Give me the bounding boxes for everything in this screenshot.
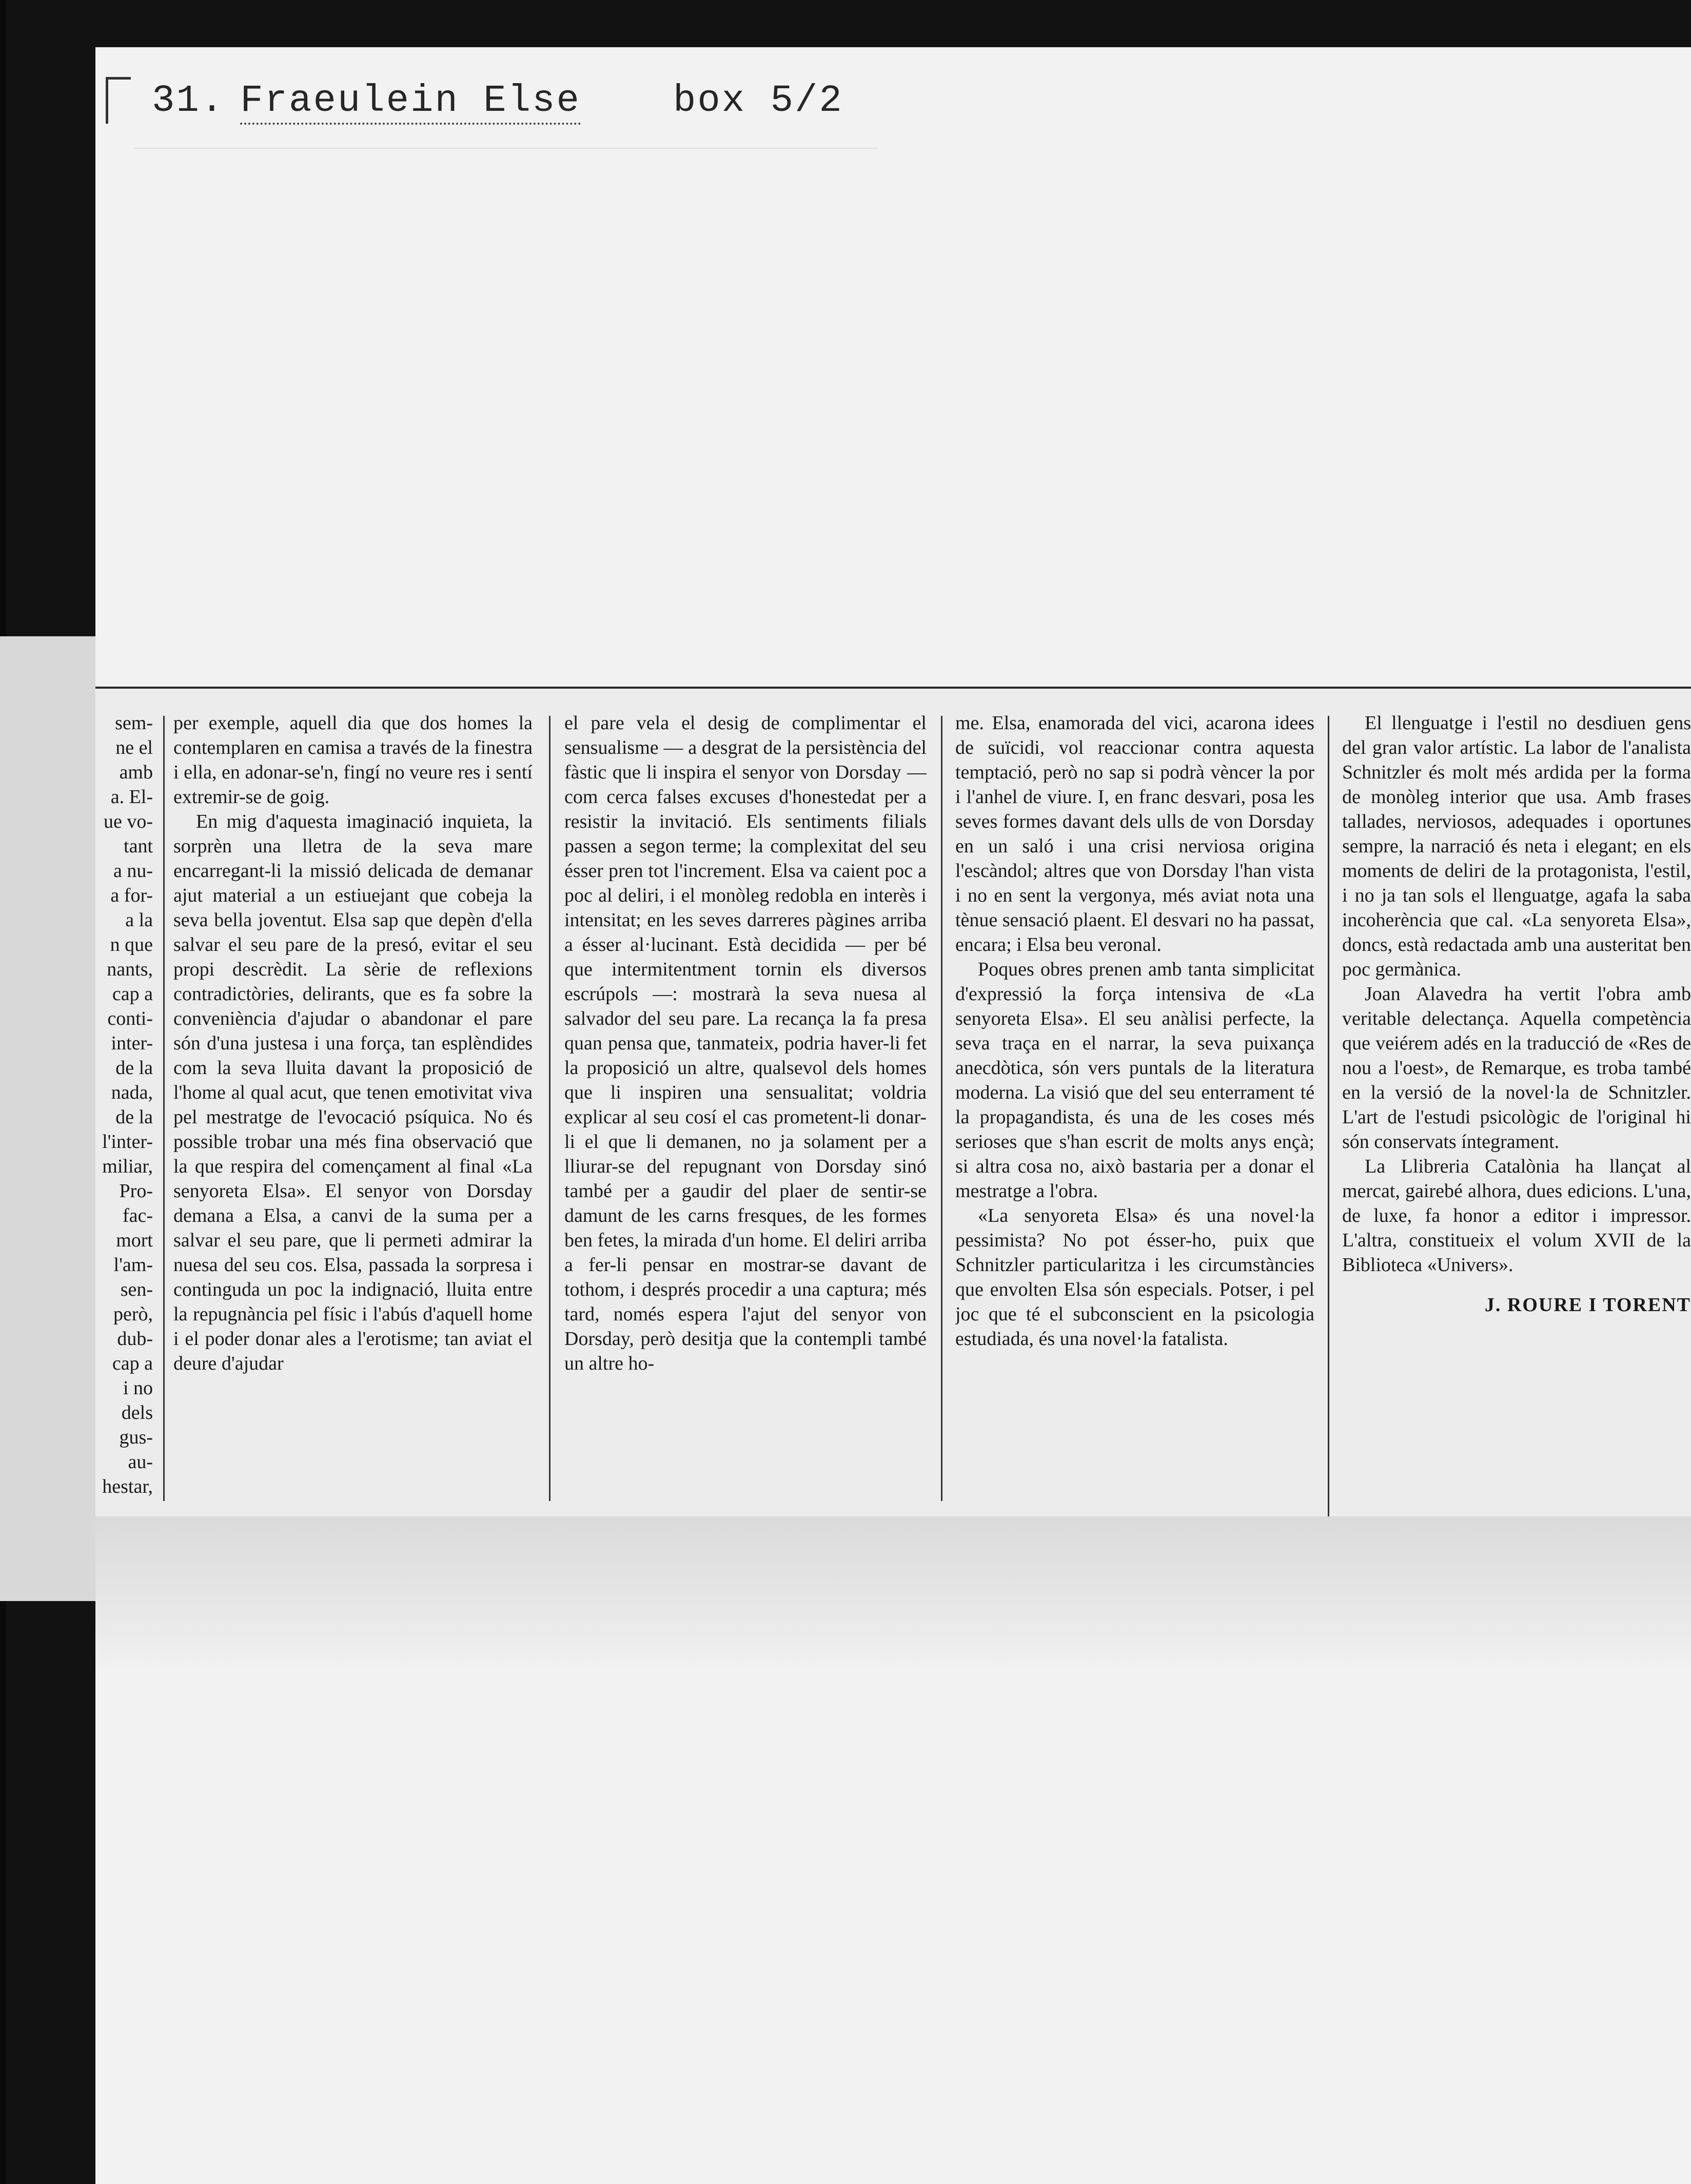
fragment-line: n que [110,934,153,956]
fragment-line: tant [124,835,153,857]
fragment-line: nants, [107,959,153,980]
fragment-line: però, [113,1303,153,1325]
paragraph: per exemple, aquell dia que dos homes la contemplaren en camisa a través de la finestra i ella, en adonar-se'n, fingí no veure res i sentí extremir-se de goig. [173,712,533,808]
fragment-line: de la [115,1106,153,1128]
fragment-line: fac- [122,1205,153,1226]
corner-bracket-icon [106,77,131,124]
fragment-line: amb [119,762,153,783]
paragraph: Joan Alavedra ha vertit l'obra amb veritable delectança. Aquella competència que veiérem adés en la traducció de «Res de nou a l'oest», de Remarque, es troba també en la versió de la novel·la de Schnitzler. L'art de l'estudi psicològic de l'original hi són conservats íntegrament. [1342,983,1691,1153]
fragment-line: ne el [115,737,153,758]
paper-shadow [95,1516,1691,1670]
paragraph: el pare vela el desig de complimentar el sensualisme — a desgrat de la persistència del fàstic que li inspira el senyor von Dorsday — com cerca falses excuses d'honestedat per a resistir la invitació. Els sentiments filials passen a segon terme; la complexitat del seu ésser pren tot l'increment. Elsa va caient poc a poc al deliri, i el monòleg redobla en interès i intensitat; en les seves darreres pàgines arriba a ésser al·lucinant. Està decidida — per bé que intermitentment tornin els diversos escrúpols —: mostrarà la seva nuesa al salvador del seu pare. La recança la fa presa quan pensa que, tanmateix, podria haver-li fet la proposició un altre, qualsevol dels homes que li inspiren una sensualitat; voldria explicar al seu cosí el cas prometent-li donar-li el que li demanen, no ja solament per a lliurar-se del repugnant von Dorsday sinó també per a gaudir del plaer de sentir-se damunt de les carns fresques, de les formes ben fetes, la mirada d'un home. El deliri arriba a fer-li pensar en mostrar-se davant de tothom, i després procedir a una captura; més tard, només espera l'ajut del senyor von Dorsday, però desitja que la contempli també un altre ho- [564,712,927,1374]
fragment-line: ue vo- [103,811,153,832]
fragment-line: conti- [107,1008,153,1029]
column-rule [549,716,550,1501]
fragment-line: Pro- [119,1180,153,1202]
fragment-line: cap a [112,1353,153,1374]
label-divider [133,148,877,149]
fragment-line: nada, [111,1082,153,1103]
paragraph: La Llibreria Catalònia ha llançat al mercat, gairebé alhora, dues edicions. L'una, de luxe, fa honor a editor i impressor. L'altra, constitueix el volum XVII de la Biblioteca «Univers». [1342,1156,1691,1276]
fragment-line: dels [121,1402,153,1424]
clipping-column-4 [1342,711,1691,1501]
paragraph: El llenguatge i l'estil no desdiuen gens del gran valor artístic. La labor de l'analista Schnitzler és molt més ardida per la forma de monòleg interior que usa. Amb frases tallades, nerviosos, adequades i oportunes sempre, la narració és neta i elegant; en els moments de deliri de la protagonista, l'estil, i no ja tan sols el llenguatge, agafa la saba incoherència que cal. «La senyoreta Elsa», doncs, està redactada amb una austeritat ben poc germànica. [1342,712,1691,980]
fragment-line: a nu- [113,860,153,882]
item-title: Fraeulein Else [240,80,581,125]
fragment-line: gus- [119,1427,153,1448]
fragment-line: au- [128,1451,153,1473]
fragment-line: de la [115,1057,153,1079]
paragraph: En mig d'aquesta imaginació inquieta, la sorprèn una lletra de la seva mare encarregant-li la missió delicada de demanar ajut material a un estiuejant que cobeja la seva bella joventut. Elsa sap que depèn d'ella salvar el seu pare de la presó, evitar el seu propi descrèdit. La sèrie de reflexions contradictòries, delirants, que es fa sobre la conveniència d'ajudar o abandonar el pare són d'una justesa i una força, tan esplèndides com la seva lluita davant la proposició de l'home al qual acut, que tenen emotivitat viva pel mestratge de l'evocació psíquica. No és possible trobar una més fina observació que la que respira del començament al final «La senyoreta Elsa». El senyor von Dorsday demana a Elsa, a canvi de la suma per a salvar el seu pare, que li permeti admirar la nuesa del seu cos. Elsa, passada la sorpresa i continguda un poc la indignació, lluita entre la repugnància pel físic i l'abús d'aquell home i el poder donar ales a l'erotisme; tan aviat el deure d'ajudar [173,811,533,1374]
box-number: box 5/2 [673,80,843,123]
clipping-column-0 [95,711,153,1501]
fragment-line: miliar, [102,1156,153,1177]
paragraph: Poques obres prenen amb tanta simplicitat d'expressió la força intensiva de «La senyoreta Elsa». El seu anàlisi perfecte, la seva traça en el narrar, la seva puixança anecdòtica, són vers puntals de la literatura moderna. La visió que del seu enterrament té la propagandista, és una de les coses més serioses que s'han escrit de molts anys ençà; si altra cosa no, això bastaria per a donar el mestratge a l'obra. [955,959,1314,1202]
column-rule [163,716,165,1501]
fragment-line: cap a [112,983,153,1005]
fragment-line: i no [123,1377,153,1399]
fragment-line: hestar, [102,1476,153,1497]
fragment-line: dub- [117,1328,153,1350]
fragment-line: a la [125,909,153,931]
clipping-column-2 [564,711,927,1501]
archive-label [152,80,843,123]
column-rule [1328,716,1329,1516]
fragment-line: sem- [115,712,153,734]
paragraph: «La senyoreta Elsa» és una novel·la pessimista? No pot ésser-ho, puix que Schnitzler particularitza i les circumstàncies que envolten Elsa són especials. Potser, i pel joc que té el subconscient en la psicologia estudiada, és una novel·la fatalista. [955,1205,1314,1350]
fragment-line: a. El- [110,786,153,808]
fragment-line: mort [116,1230,153,1251]
item-number: 31. [152,80,225,123]
fragment-line: l'inter- [102,1131,153,1153]
column-rule [941,716,942,1501]
fragment-line: l'am- [113,1254,153,1276]
paragraph: me. Elsa, enamorada del vici, acarona idees de suïcidi, vol reaccionar contra aquesta temptació, però no sap si podrà vèncer la por i l'anhel de viure. I, en franc desvari, posa les seves formes davant dels ulls de von Dorsday en un saló i una crisi nerviosa origina l'escàndol; altres que von Dorsday l'han vista i no en sent la vergonya, més aviat nota una tènue sensació plaent. El desvari no ha passat, encara; i Elsa beu veronal. [955,712,1314,956]
adjacent-clipping-edge [0,636,95,1601]
fragment-line: sen- [120,1279,153,1300]
fragment-line: inter- [111,1032,153,1054]
fragment-line: a for- [110,885,153,906]
clipping-column-1 [173,711,533,1501]
author-signature: J. ROURE I TORENT [1484,1294,1691,1316]
clipping-column-3 [955,711,1314,1501]
